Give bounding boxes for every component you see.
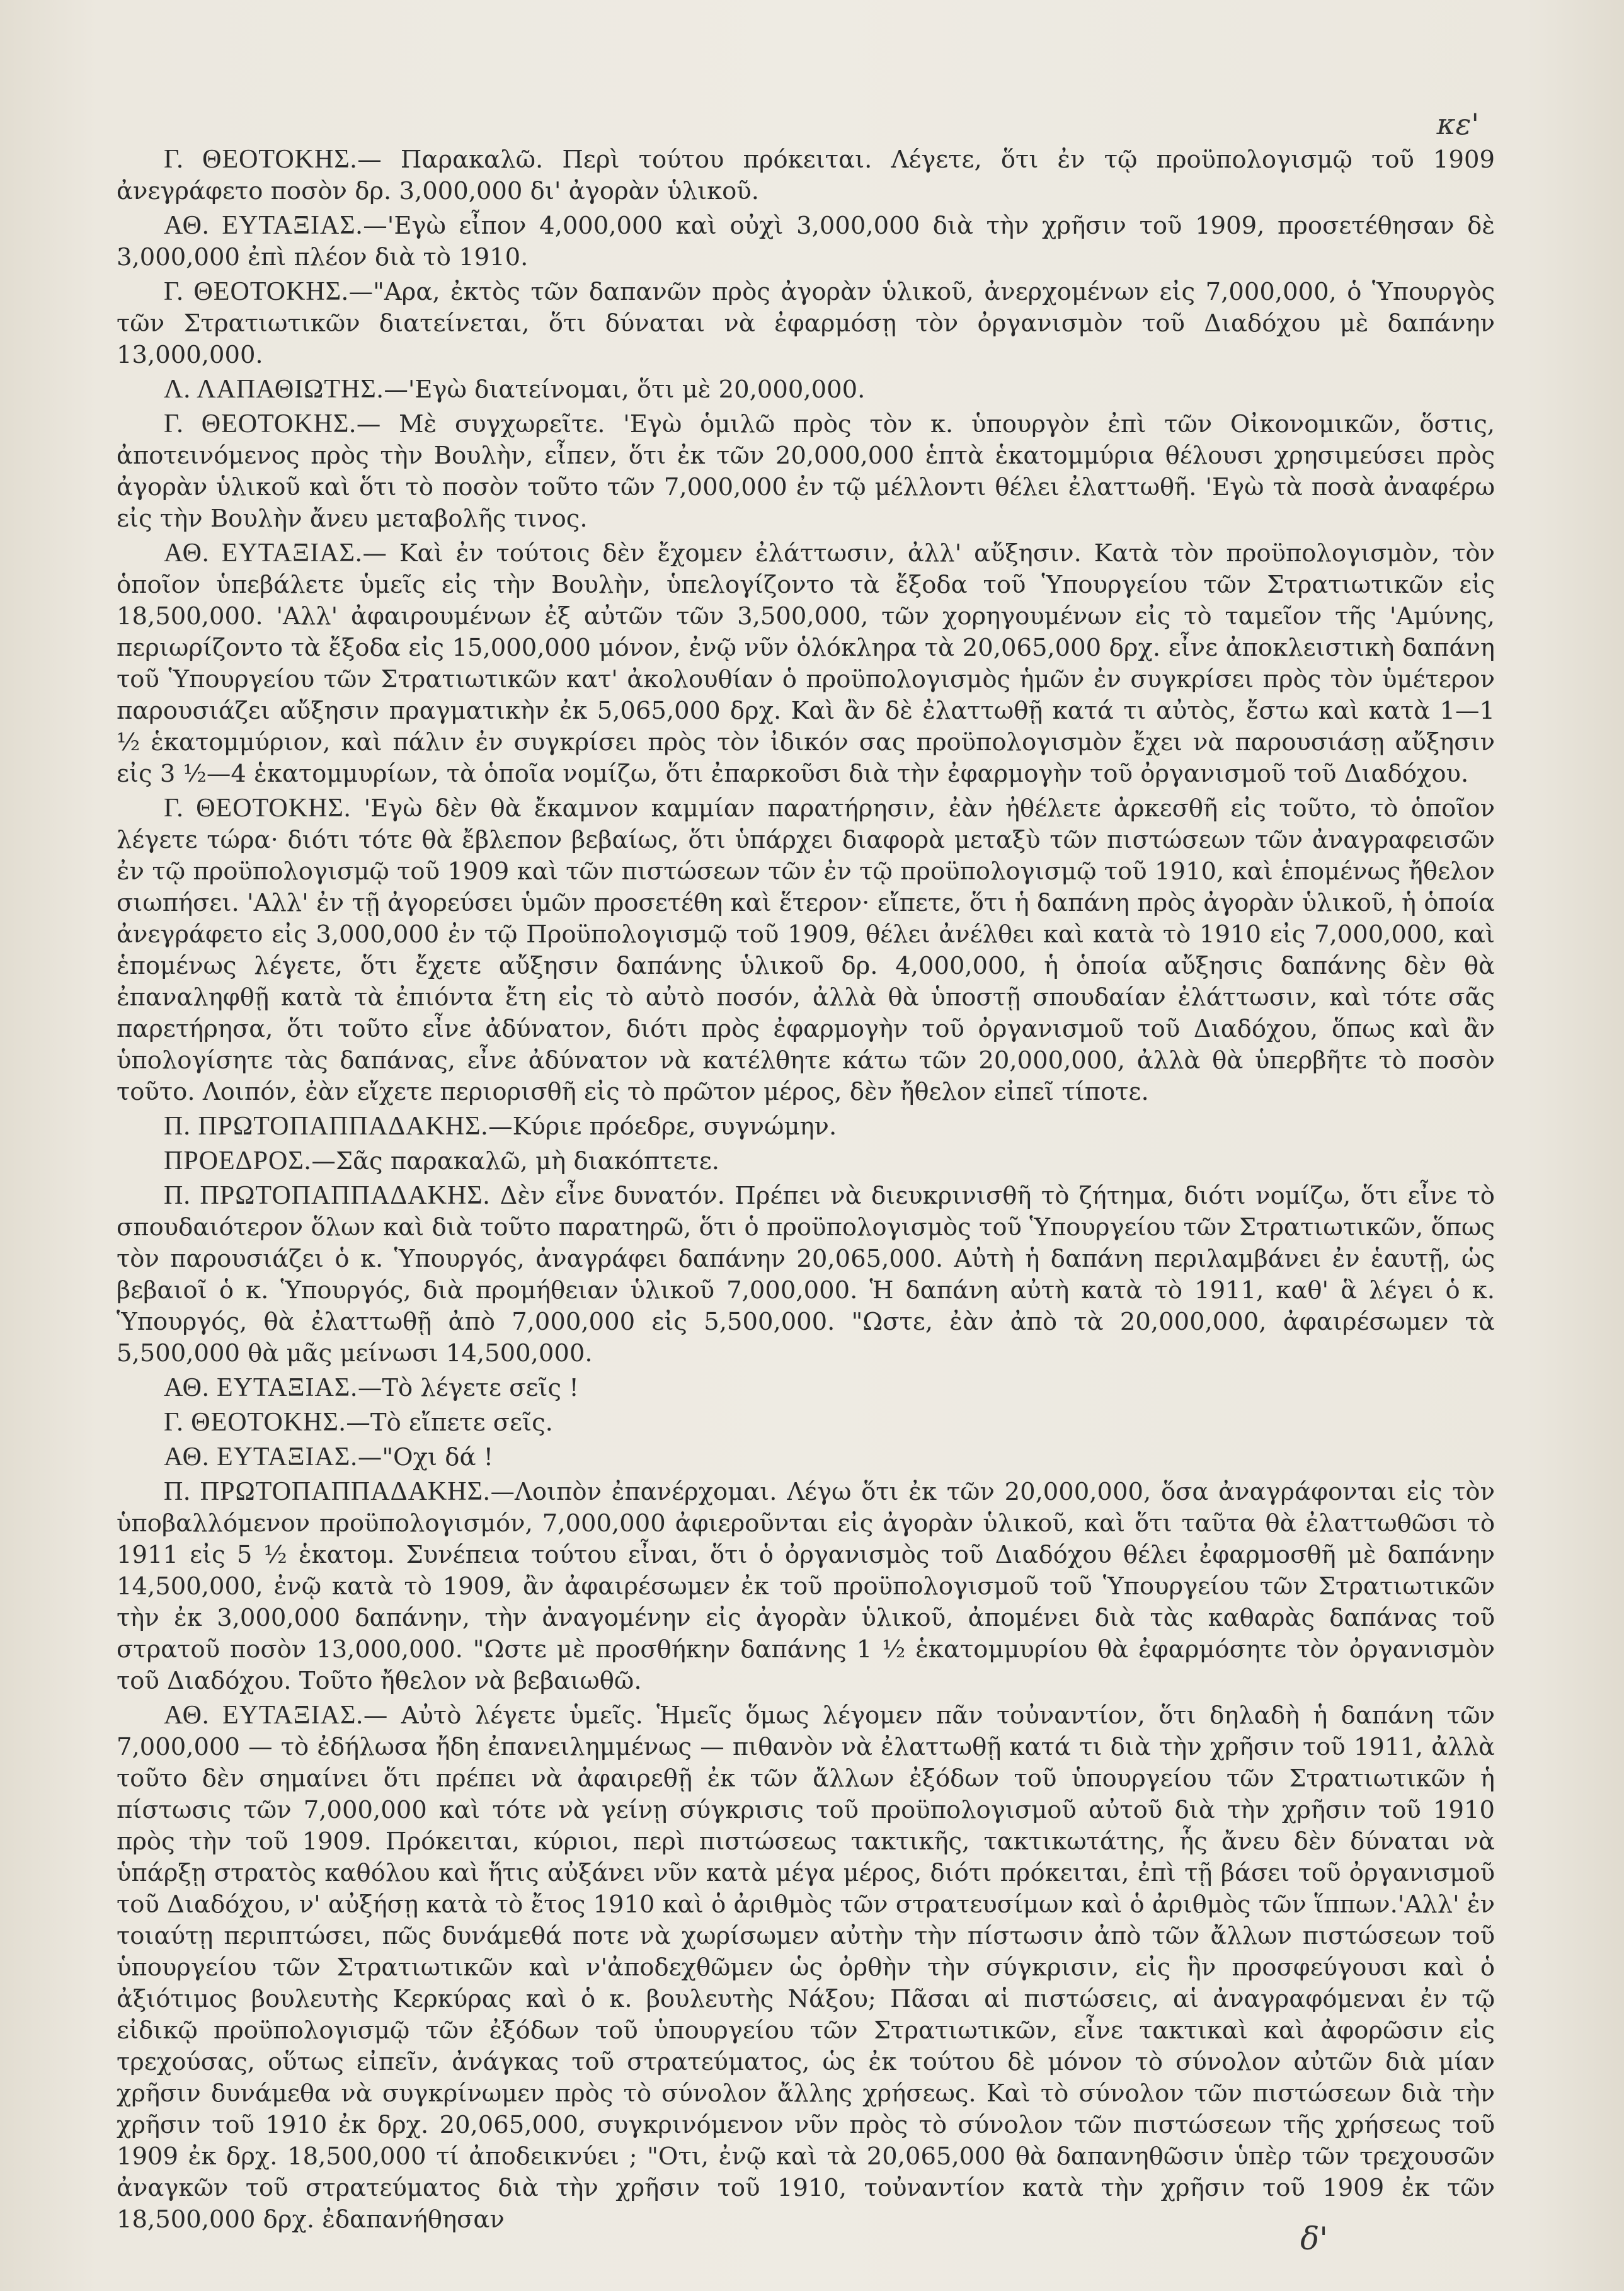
speaker-name: Γ. ΘΕΟΤΟΚΗΣ.: [164, 794, 352, 823]
paragraph-6: [117, 537, 1495, 790]
paragraph-14: [117, 1476, 1495, 1697]
paragraph-2: [117, 210, 1495, 273]
speech-text: — Καὶ ἐν τούτοις δὲν ἔχομεν ἐλάττωσιν, ἀλλ' αὔξησιν. Κατὰ τὸν προϋπολογισμὸν, τὸν ὁποῖον ὑπεβάλετε ὑμεῖς εἰς τὴν Βουλὴν, ὑπελογίζοντο τὰ ἔξοδα τοῦ Ὑπουργείου τῶν Στρατιωτικῶν εἰς 18,500,000. 'Αλλ' ἀφαιρουμένων ἐξ αὐτῶν τῶν 3,500,000, τῶν χορηγουμένων εἰς τὸ ταμεῖον τῆς 'Αμύνης, περιωρίζοντο τὰ ἔξοδα εἰς 15,000,000 μόνον, ἐνῷ νῦν ὁλόκληρα τὰ 20,065,000 δρχ. εἶνε ἀποκλειστικὴ δαπάνη τοῦ Ὑπουργείου τῶν Στρατιωτικῶν κατ' ἀκολουθίαν ὁ προϋπολογισμὸς ἡμῶν ἐν συγκρίσει πρὸς τὸν ὑμέτερον παρουσιάζει αὔξησιν πραγματικὴν ἐκ 5,065,000 δρχ. Καὶ ἂν δὲ ἐλαττωθῇ κατά τι αὐτὸς, ἔστω καὶ κατὰ 1—1 ½ ἑκατομμύριον, καὶ πάλιν ἐν συγκρίσει πρὸς τὸν ἰδικόν σας προϋπολογισμὸν ἔχει νὰ παρουσιάσῃ αὔξησιν εἰς 3 ½—4 ἑκατομμυρίων, τὰ ὁποῖα νομίζω, ὅτι ἐπαρκοῦσι διὰ τὴν ἐφαρμογὴν τοῦ ὀργανισμοῦ τοῦ Διαδόχου.: [117, 539, 1495, 788]
speaker-name: Γ. ΘΕΟΤΟΚΗΣ.: [164, 277, 349, 306]
paragraph-13: [117, 1441, 1495, 1473]
speaker-name: Γ. ΘΕΟΤΟΚΗΣ.: [164, 1408, 346, 1437]
paragraph-1: [117, 144, 1495, 207]
paragraph-8: [117, 1111, 1495, 1143]
speech-text: —'Εγὼ εἶπον 4,000,000 καὶ οὐχὶ 3,000,000 διὰ τὴν χρῆσιν τοῦ 1909, προσετέθησαν δὲ 3,000,000 ἐπὶ πλέον διὰ τὸ 1910.: [117, 212, 1495, 271]
speaker-name: ΑΘ. ΕΥΤΑΞΙΑΣ.: [164, 211, 363, 240]
speaker-name: Γ. ΘΕΟΤΟΚΗΣ.: [164, 409, 357, 438]
speech-text: — Παρακαλῶ. Περὶ τούτου πρόκειται. Λέγετε, ὅτι ἐν τῷ προϋπολογισμῷ τοῦ 1909 ἀνεγράφετο ποσὸν δρ. 3,000,000 δι' ἀγορὰν ὑλικοῦ.: [117, 146, 1495, 205]
paragraph-12: [117, 1407, 1495, 1439]
speech-text: — Μὲ συγχωρεῖτε. 'Εγὼ ὁμιλῶ πρὸς τὸν κ. ὑπουργὸν ἐπὶ τῶν Οἰκονομικῶν, ὅστις, ἀποτεινόμενος πρὸς τὴν Βουλὴν, εἶπεν, ὅτι ἐκ τῶν 20,000,000 ἑπτὰ ἑκατομμύρια θέλουσι χρησιμεύσει πρὸς ἀγορὰν ὑλικοῦ καὶ ὅτι τὸ ποσὸν τοῦτο τῶν 7,000,000 ἐν τῷ μέλλοντι θέλει ἐλαττωθῆ. 'Εγὼ τὰ ποσὰ ἀναφέρω εἰς τὴν Βουλὴν ἄνευ μεταβολῆς τινος.: [117, 410, 1495, 533]
speech-text: —Τὸ εἴπετε σεῖς.: [346, 1408, 553, 1437]
page-number-top: κε': [1436, 107, 1479, 141]
paragraph-11: [117, 1372, 1495, 1404]
paragraph-4: [117, 374, 1495, 406]
paragraph-10: [117, 1180, 1495, 1369]
speech-text: —Σᾶς παρακαλῶ, μὴ διακόπτετε.: [311, 1147, 719, 1175]
speaker-name: Π. ΠΡΩΤΟΠΑΠΠΑΔΑΚΗΣ.: [164, 1181, 491, 1210]
speech-text: 'Εγὼ δὲν θὰ ἔκαμνον καμμίαν παρατήρησιν, ἐὰν ἠθέλετε ἀρκεσθῆ εἰς τοῦτο, τὸ ὁποῖον λέγετε τώρα· διότι τότε θὰ ἔβλεπον βεβαίως, ὅτι ὑπάρχει διαφορὰ μεταξὺ τῶν πιστώσεων τῶν ἀναγραφεισῶν ἐν τῷ προϋπολογισμῷ τοῦ 1909 καὶ τῶν πιστώσεων τῶν ἐν τῷ προϋπολογισμῷ τοῦ 1910, καὶ ἑπομένως ἤθελον σιωπήσει. 'Αλλ' ἐν τῇ ἀγορεύσει ὑμῶν προσετέθη καὶ ἕτερον· εἴπετε, ὅτι ἡ δαπάνη πρὸς ἀγορὰν ὑλικοῦ, ἡ ὁποία ἀνεγράφετο εἰς 3,000,000 ἐν τῷ Προϋπολογισμῷ τοῦ 1909, θέλει ἀνέλθει καὶ κατὰ τὸ 1910 εἰς 7,000,000, καὶ ἑπομένως λέγετε, ὅτι ἔχετε αὔξησιν δαπάνης ὑλικοῦ δρ. 4,000,000, ἡ ὁποία αὔξησις δαπάνης δὲν θὰ ἐπαναληφθῇ κατὰ τὰ ἐπιόντα ἔτη εἰς τὸ αὐτὸ ποσόν, ἀλλὰ θὰ ὑποστῇ σπουδαίαν ἐλάττωσιν, καὶ τότε σᾶς παρετήρησα, ὅτι τοῦτο εἶνε ἀδύνατον, διότι πρὸς ἐφαρμογὴν τοῦ ὀργανισμοῦ τοῦ Διαδόχου, ὅπως καὶ ἂν ὑπολογίσητε τὰς δαπάνας, εἶνε ἀδύνατον νὰ κατέλθητε κάτω τῶν 20,000,000, ἀλλὰ θὰ ὑπερβῆτε τὸ ποσὸν τοῦτο. Λοιπόν, ἐὰν εἴχετε περιορισθῆ εἰς τὸ πρῶτον μέρος, δὲν ἤθελον εἰπεῖ τίποτε.: [117, 794, 1495, 1106]
speaker-name: Λ. ΛΑΠΑΘΙΩΤΗΣ.: [164, 375, 384, 404]
debate-text: [117, 144, 1495, 2238]
speech-text: —'Εγὼ διατείνομαι, ὅτι μὲ 20,000,000.: [384, 375, 866, 404]
speech-text: —"Αρα, ἐκτὸς τῶν δαπανῶν πρὸς ἀγορὰν ὑλικοῦ, ἀνερχομένων εἰς 7,000,000, ὁ Ὑπουργὸς τῶν Στρατιωτικῶν διατείνεται, ὅτι δύναται νὰ ἐφαρμόσῃ τὸν ὀργανισμὸν τοῦ Διαδόχου μὲ δαπάνην 13,000,000.: [117, 278, 1495, 369]
speech-text: — Αὐτὸ λέγετε ὑμεῖς. Ἡμεῖς ὅμως λέγομεν πᾶν τοὐναντίον, ὅτι δηλαδὴ ἡ δαπάνη τῶν 7,000,000 — τὸ ἐδήλωσα ἤδη ἐπανειλημμένως — πιθανὸν νὰ ἐλαττωθῇ κατά τι διὰ τὴν χρῆσιν τοῦ 1911, ἀλλὰ τοῦτο δὲν σημαίνει ὅτι πρέπει νὰ ἀφαιρεθῇ ἐκ τῶν ἄλλων ἐξόδων τοῦ ὑπουργείου τῶν Στρατιωτικῶν ἡ πίστωσις τῶν 7,000,000 καὶ τότε νὰ γείνῃ σύγκρισις τοῦ προϋπολογισμοῦ αὐτοῦ διὰ τὴν χρῆσιν τοῦ 1910 πρὸς τὴν τοῦ 1909. Πρόκειται, κύριοι, περὶ πιστώσεως τακτικῆς, τακτικωτάτης, ἧς ἄνευ δὲν δύναται νὰ ὑπάρξῃ στρατὸς καθόλου καὶ ἥτις αὐξάνει νῦν κατὰ μέγα μέρος, διότι πρόκειται, ἐπὶ τῇ βάσει τοῦ ὀργανισμοῦ τοῦ Διαδόχου, ν' αὐξήσῃ κατὰ τὸ ἔτος 1910 καὶ ὁ ἀριθμὸς τῶν στρατευσίμων καὶ ὁ ἀριθμὸς τῶν ἵππων.'Αλλ' ἐν τοιαύτῃ περιπτώσει, πῶς δυνάμεθά ποτε νὰ χωρίσωμεν αὐτὴν τὴν πίστωσιν ἀπὸ τῶν ἄλλων πιστώσεων τοῦ ὑπουργείου τῶν Στρατιωτικῶν καὶ ν'ἀποδεχθῶμεν ὡς ὀρθὴν τὴν σύγκρισιν, εἰς ἣν προσφεύγουσι καὶ ὁ ἀξιότιμος βουλευτὴς Κερκύρας καὶ ὁ κ. βουλευτὴς Νάξου; Πᾶσαι αἱ πιστώσεις, αἱ ἀναγραφόμεναι ἐν τῷ εἰδικῷ προϋπολογισμῷ τῶν ἐξόδων τοῦ ὑπουργείου τῶν Στρατιωτικῶν, εἶνε τακτικαὶ καὶ ἀφορῶσιν εἰς τρεχούσας, οὕτως εἰπεῖν, ἀνάγκας τοῦ στρατεύματος, ὡς ἐκ τούτου δὲ μόνον τὸ σύνολον αὐτῶν διὰ μίαν χρῆσιν δυνάμεθα νὰ συγκρίνωμεν πρὸς τὸ σύνολον ἄλλης χρήσεως. Καὶ τὸ σύνολον τῶν πιστώσεων διὰ τὴν χρῆσιν τοῦ 1910 ἐκ δρχ. 20,065,000, συγκρινόμενον νῦν πρὸς τὸ σύνολον τῶν πιστώσεων τῆς χρήσεως τοῦ 1909 ἐκ δρχ. 18,500,000 τί ἀποδεικνύει ; "Οτι, ἐνῷ καὶ τὰ 20,065,000 θὰ δαπανηθῶσιν ὑπὲρ τῶν τρεχουσῶν ἀναγκῶν τοῦ στρατεύματος διὰ τὴν χρῆσιν τοῦ 1910, τοὐναντίον κατὰ τὴν χρῆσιν τοῦ 1909 ἐκ τῶν 18,500,000 δρχ. ἐδαπανήθησαν: [117, 1701, 1495, 2234]
speech-text: —Κύριε πρόεδρε, συγνώμην.: [488, 1112, 837, 1141]
speaker-name: Γ. ΘΕΟΤΟΚΗΣ.: [164, 145, 358, 174]
speaker-name: Π. ΠΡΩΤΟΠΑΠΠΑΔΑΚΗΣ.: [164, 1112, 489, 1141]
paragraph-15: [117, 1700, 1495, 2236]
speech-text: —"Οχι δά !: [357, 1443, 494, 1471]
speech-text: Δὲν εἶνε δυνατόν. Πρέπει νὰ διευκρινισθῆ τὸ ζήτημα, διότι νομίζω, ὅτι εἶνε τὸ σπουδαιότερον ὅλων καὶ διὰ τοῦτο παρατηρῶ, ὅτι ὁ προϋπολογισμὸς τοῦ Ὑπουργείου τῶν Στρατιωτικῶν, ὅπως τὸν παρουσιάζει ὁ κ. Ὑπουργός, ἀναγράφει δαπάνην 20,065,000. Αὐτὴ ἡ δαπάνη περιλαμβάνει ἐν ἑαυτῇ, ὡς βεβαιοῖ ὁ κ. Ὑπουργός, διὰ προμήθειαν ὑλικοῦ 7,000,000. Ἡ δαπάνη αὐτὴ κατὰ τὸ 1911, καθ' ἃ λέγει ὁ κ. Ὑπουργός, θὰ ἐλαττωθῇ ἀπὸ 7,000,000 εἰς 5,500,000. "Ωστε, ἐὰν ἀπὸ τὰ 20,000,000, ἀφαιρέσωμεν τὰ 5,500,000 θὰ μᾶς μείνωσι 14,500,000.: [117, 1182, 1495, 1368]
page-number-bottom: δ': [1300, 2220, 1328, 2257]
speech-text: —Λοιπὸν ἐπανέρχομαι. Λέγω ὅτι ἐκ τῶν 20,000,000, ὅσα ἀναγράφονται εἰς τὸν ὑποβαλλόμενον προϋπολογισμόν, 7,000,000 ἀφιεροῦνται εἰς ἀγορὰν ὑλικοῦ, καὶ ὅτι ταῦτα θὰ ἐλαττωθῶσι τὸ 1911 εἰς 5 ½ ἑκατομ. Συνέπεια τούτου εἶναι, ὅτι ὁ ὀργανισμὸς τοῦ Διαδόχου θέλει ἐφαρμοσθῆ μὲ δαπάνην 14,500,000, ἐνῷ κατὰ τὸ 1909, ἂν ἀφαιρέσωμεν ἐκ τοῦ προϋπολογισμοῦ τοῦ Ὑπουργείου τῶν Στρατιωτικῶν τὴν ἐκ 3,000,000 δαπάνην, τὴν ἀναγομένην εἰς ἀγορὰν ὑλικοῦ, ἀπομένει διὰ τὰς καθαρὰς δαπάνας τοῦ στρατοῦ ποσὸν 13,000,000. "Ωστε μὲ προσθήκην δαπάνης 1 ½ ἑκατομμυρίου θὰ ἐφαρμόσητε τὸν ὀργανισμὸν τοῦ Διαδόχου. Τοῦτο ἤθελον νὰ βεβαιωθῶ.: [117, 1478, 1495, 1695]
speaker-name: ΑΘ. ΕΥΤΑΞΙΑΣ.: [164, 539, 363, 568]
paragraph-9: [117, 1145, 1495, 1177]
speaker-name: ΠΡΟΕΔΡΟΣ.: [164, 1146, 312, 1175]
speaker-name: Π. ΠΡΩΤΟΠΑΠΠΑΔΑΚΗΣ.: [164, 1477, 491, 1506]
paragraph-5: [117, 408, 1495, 535]
speaker-name: ΑΘ. ΕΥΤΑΞΙΑΣ.: [164, 1373, 358, 1402]
speech-text: —Τὸ λέγετε σεῖς !: [357, 1374, 579, 1402]
paragraph-3: [117, 276, 1495, 371]
speaker-name: ΑΘ. ΕΥΤΑΞΙΑΣ.: [164, 1701, 363, 1730]
speaker-name: ΑΘ. ΕΥΤΑΞΙΑΣ.: [164, 1443, 358, 1471]
paragraph-7: [117, 792, 1495, 1108]
